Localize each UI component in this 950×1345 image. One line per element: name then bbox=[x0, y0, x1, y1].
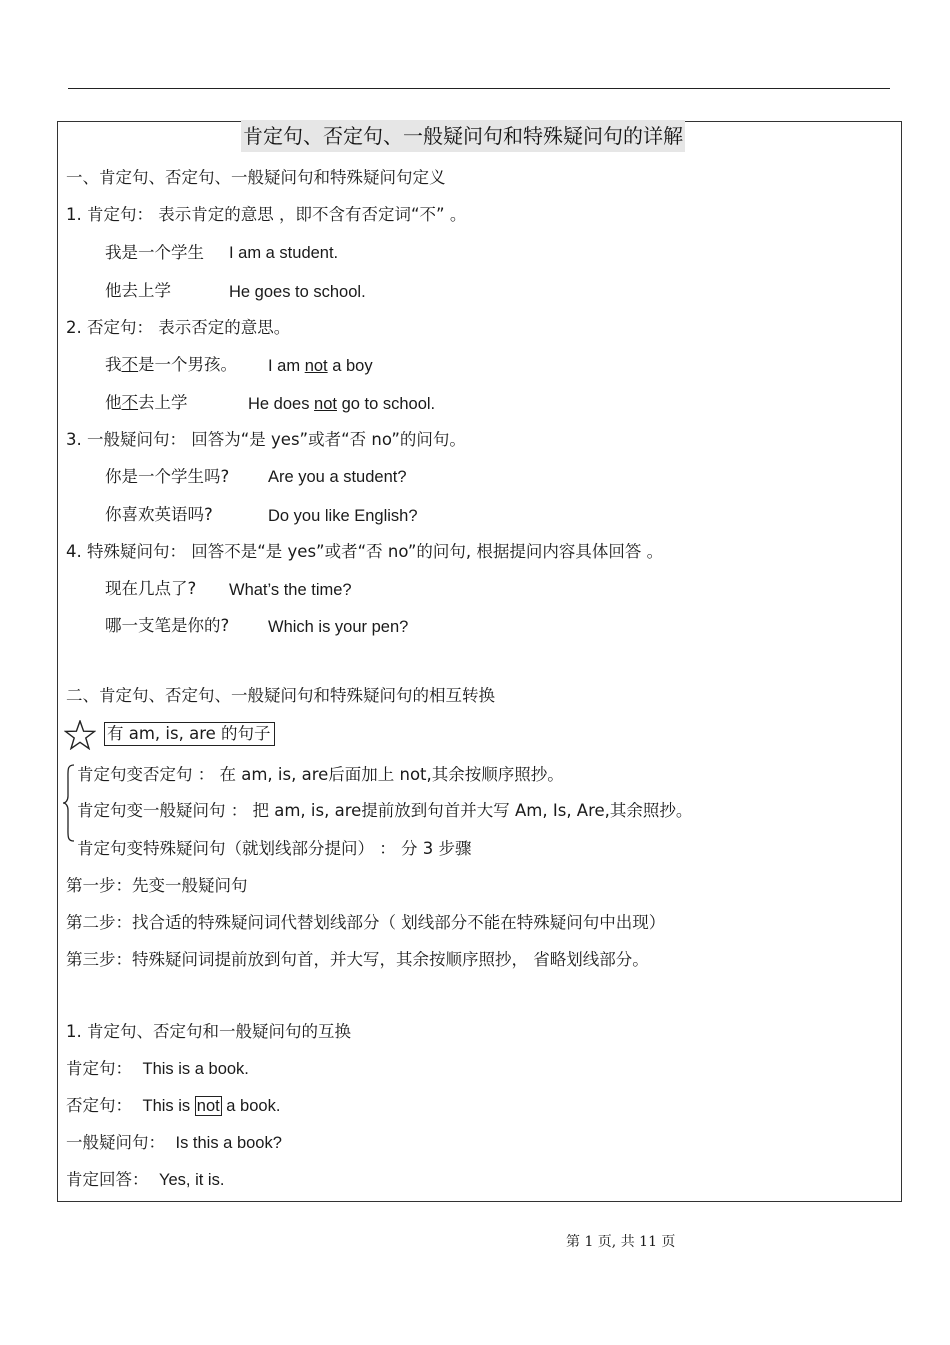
page-number: 第 1 页, 共 11 页 bbox=[566, 1234, 676, 1250]
section-1-heading: 一、肯定句、否定句、一般疑问句和特殊疑问句定义 bbox=[66, 168, 446, 187]
affirmative-answer-example: 肯定回答： Yes, it is. bbox=[66, 1170, 225, 1189]
step-1: 第一步：先变一般疑问句 bbox=[66, 876, 248, 895]
underlined-negation: 不 bbox=[121, 393, 138, 412]
example-en: I am not a boy bbox=[268, 357, 373, 375]
underlined-negation: not bbox=[314, 395, 337, 413]
example-cn: 现在几点了? bbox=[105, 579, 197, 598]
definition-wh-question: 4. 特殊疑问句： 回答不是“是 yes”或者“否 no”的问句, 根据提问内容具体回答 。 bbox=[66, 542, 664, 561]
example-cn: 我不是一个男孩。 bbox=[105, 355, 237, 374]
definition-negative: 2. 否定句： 表示否定的意思。 bbox=[66, 318, 291, 337]
example-cn: 我是一个学生 bbox=[105, 243, 204, 262]
step-2: 第二步：找合适的特殊疑问词代替划线部分（ 划线部分不能在特殊疑问句中出现） bbox=[66, 913, 666, 932]
definition-affirmative: 1. 肯定句： 表示肯定的意思 ，即不含有否定词“不” 。 bbox=[66, 205, 467, 224]
example-cn: 哪一支笔是你的? bbox=[105, 616, 230, 635]
star-icon bbox=[64, 720, 96, 750]
rule-to-negative: 肯定句变否定句 ： 在 am, is, are后面加上 not,其余按顺序照抄。 bbox=[77, 765, 564, 784]
step-3: 第三步：特殊疑问词提前放到句首，并大写，其余按顺序照抄， 省略划线部分。 bbox=[66, 950, 649, 969]
example-en: He does not go to school. bbox=[248, 395, 436, 413]
example-cn: 他去上学 bbox=[105, 281, 171, 300]
example-en: Which is your pen? bbox=[268, 618, 409, 636]
example-cn: 你是一个学生吗? bbox=[105, 467, 230, 486]
example-en: What’s the time? bbox=[229, 581, 352, 599]
negative-example: 否定句： This is not a book. bbox=[66, 1096, 281, 1115]
page-title: 肯定句、否定句、一般疑问句和特殊疑问句的详解 bbox=[241, 120, 685, 152]
section-2-heading: 二、肯定句、否定句、一般疑问句和特殊疑问句的相互转换 bbox=[66, 686, 495, 705]
affirmative-example: 肯定句： This is a book. bbox=[66, 1059, 249, 1078]
brace-icon bbox=[62, 764, 76, 842]
rule-to-yes-no-question: 肯定句变一般疑问句 ： 把 am, is, are提前放到句首并大写 Am, Is, Are,其余照抄。 bbox=[77, 801, 693, 820]
boxed-not: not bbox=[196, 1097, 220, 1115]
example-en: He goes to school. bbox=[229, 283, 366, 301]
example-en: I am a student. bbox=[229, 244, 339, 262]
subsection-heading: 1. 肯定句、否定句和一般疑问句的互换 bbox=[66, 1022, 351, 1041]
rule-to-wh-question: 肯定句变特殊疑问句（就划线部分提问） ： 分 3 步骤 bbox=[77, 839, 472, 858]
definition-yes-no-question: 3. 一般疑问句： 回答为“是 yes”或者“否 no”的问句。 bbox=[66, 430, 466, 449]
star-label: 有 am, is, are 的句子 bbox=[107, 724, 271, 743]
example-en: Do you like English? bbox=[268, 507, 418, 525]
example-cn: 你喜欢英语吗? bbox=[105, 505, 213, 524]
underlined-negation: not bbox=[304, 357, 328, 375]
underlined-negation: 不 bbox=[121, 355, 138, 374]
example-en: Are you a student? bbox=[268, 468, 407, 486]
header-rule bbox=[68, 88, 890, 89]
question-example: 一般疑问句： Is this a book? bbox=[66, 1133, 282, 1152]
example-cn: 他不去上学 bbox=[105, 393, 188, 412]
